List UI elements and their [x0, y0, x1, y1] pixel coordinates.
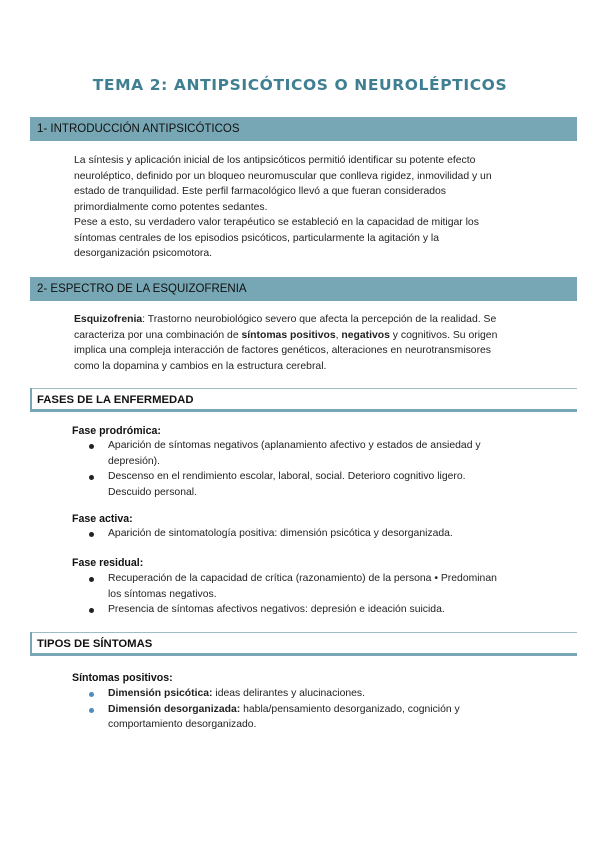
list-item: Aparición de síntomas negativos (aplanamiento afectivo y estados de ansiedad y depresión). [88, 438, 508, 469]
term-negativos: negativos [341, 329, 390, 341]
list-item: Descenso en el rendimiento escolar, laboral, social. Deterioro cognitivo ligero. Descuido personal. [88, 469, 508, 500]
bullet-icon [89, 475, 94, 480]
phase-list-residual [88, 571, 508, 618]
phase-title-prodromica: Fase prodrómica: [72, 425, 161, 437]
term-sintomas-positivos: síntomas positivos [241, 329, 336, 341]
bullet-icon [89, 608, 94, 613]
list-item: Dimensión psicótica: ideas delirantes y alucinaciones. [88, 686, 508, 702]
definition-text-a: : Trastorno neurobiológico severo que afecta la percepción de la realidad. Se caracteriza por una combinación de [74, 314, 497, 341]
intro-paragraph-1: La síntesis y aplicación inicial de los antipsicóticos permitió identificar su potente efecto neuroléptico, definido por un bloqueo neuromuscular que conlleva rigidez, inmovilidad y un estado de tranquilidad. Este perfil farmacológico llevó a que fueran considerados primordialmente como potentes sedantes. [74, 155, 492, 213]
list-item: Recuperación de la capacidad de crítica (razonamiento) de la persona • Predominan los síntomas negativos. [88, 571, 508, 602]
bullet-icon [89, 692, 94, 697]
section-heading-introduccion [30, 117, 577, 141]
subsection-heading-label: TIPOS DE SÍNTOMAS [37, 638, 153, 650]
phase-title-residual: Fase residual: [72, 557, 144, 569]
section-heading-label: 1- INTRODUCCIÓN ANTIPSICÓTICOS [37, 123, 240, 135]
bullet-icon [89, 532, 94, 537]
section-heading-espectro [30, 277, 577, 301]
phase-list-prodromica [88, 438, 508, 500]
phase-list-activa [88, 526, 508, 542]
list-item: Presencia de síntomas afectivos negativos: depresión e ideación suicida. [88, 602, 508, 618]
list-item: Aparición de sintomatología positiva: dimensión psicótica y desorganizada. [88, 526, 508, 542]
positive-symptoms-list [88, 686, 508, 733]
definition-separator: , [335, 329, 342, 341]
list-item: Dimensión desorganizada: habla/pensamiento desorganizado, cognición y comportamiento desorganizado. [88, 702, 508, 733]
subsection-heading-tipos [30, 632, 577, 656]
positive-symptoms-title: Síntomas positivos: [72, 672, 173, 684]
section-heading-label: 2- ESPECTRO DE LA ESQUIZOFRENIA [37, 283, 247, 295]
subsection-heading-label: FASES DE LA ENFERMEDAD [37, 394, 194, 406]
term-esquizofrenia: Esquizofrenia [74, 314, 143, 325]
definition-text-b: y cognitivos. Su origen implica una compleja interacción de factores genéticos, alteraciones en neurotransmisores como la dopamina y cambios en la estructura cerebral. [74, 329, 498, 372]
bullet-icon [89, 444, 94, 449]
phase-title-activa: Fase activa: [72, 513, 133, 525]
esquizofrenia-definition [74, 312, 514, 374]
subsection-heading-fases [30, 388, 577, 412]
bullet-icon [89, 577, 94, 582]
bullet-icon [89, 708, 94, 713]
page-title: TEMA 2: ANTIPSICÓTICOS O NEUROLÉPTICOS [92, 76, 508, 94]
intro-paragraph-2: Pese a esto, su verdadero valor terapéutico se estableció en la capacidad de mitigar los síntomas centrales de los episodios psicóticos, particularmente la agitación y la desorganización psicomotora. [74, 217, 479, 260]
